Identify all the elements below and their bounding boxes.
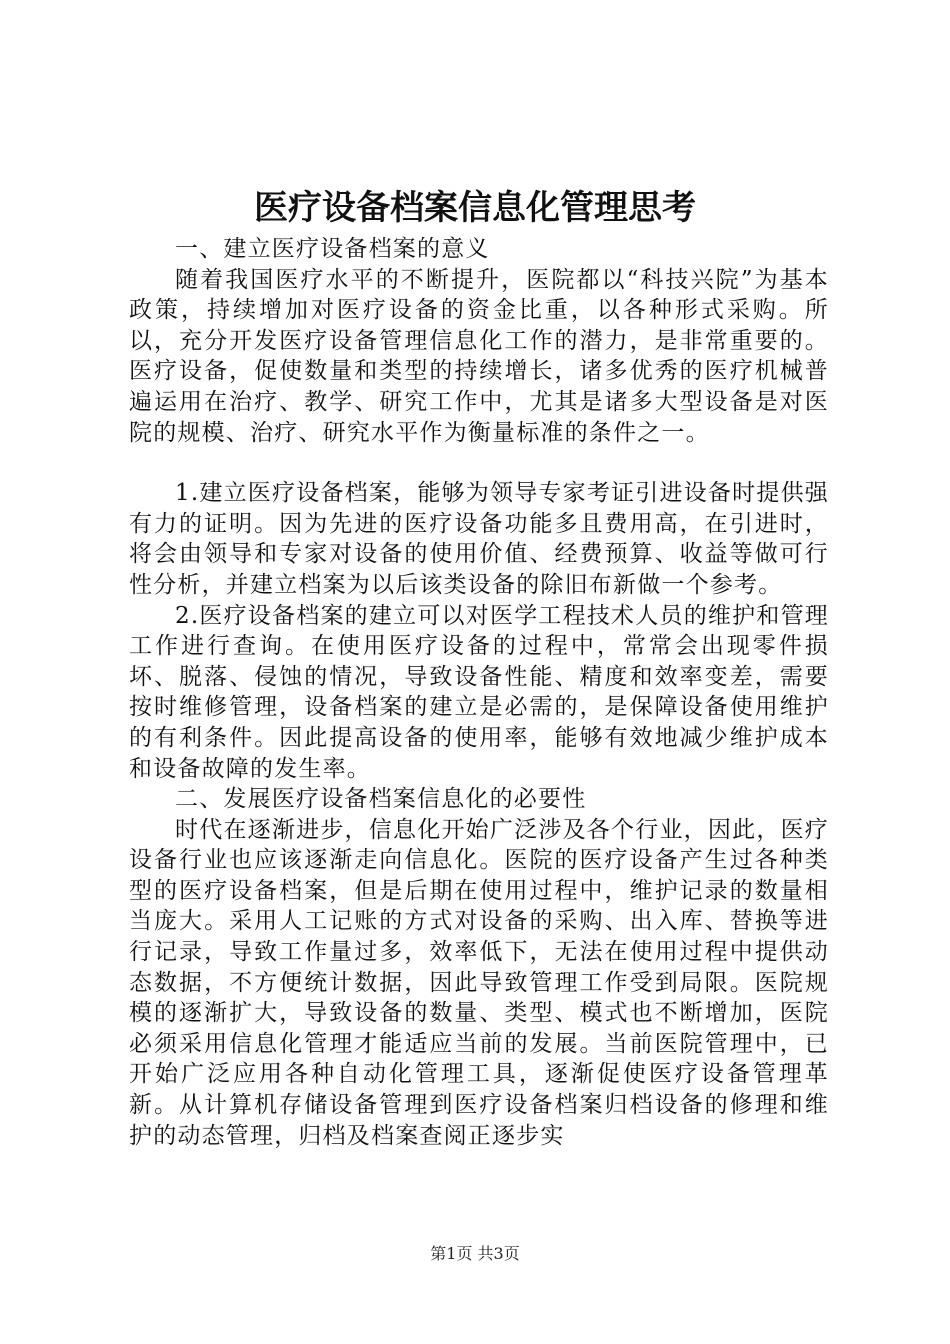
paragraph-significance: 随着我国医疗水平的不断提升，医院都以“科技兴院”为基本政策，持续增加对医疗设备的资金比重，以各种形式采购。所以，充分开发医疗设备管理信息化工作的潜力，是非常重要的。医疗设备，促使数量和类型的持续增长，诸多优秀的医疗机械普遍运用在治疗、教学、研究工作中，尤其是诸多大型设备是对医院的规模、治疗、研究水平作为衡量标准的条件之一。 <box>129 266 829 446</box>
paragraph-point-1: 1.建立医疗设备档案，能够为领导专家考证引进设备时提供强有力的证明。因为先进的医疗设备功能多且费用高，在引进时，将会由领导和专家对设备的使用价值、经费预算、收益等做可行性分析，并建立档案为以后该类设备的除旧布新做一个参考。 <box>129 480 829 598</box>
section-heading-2: 二、发展医疗设备档案信息化的必要性 <box>175 786 587 813</box>
document-body <box>129 234 829 1151</box>
section-heading-1: 一、建立医疗设备档案的意义 <box>175 236 490 262</box>
paragraph-point-2: 2.医疗设备档案的建立可以对医学工程技术人员的维护和管理工作进行查询。在使用医疗设备的过程中，常常会出现零件损坏、脱落、侵蚀的情况，导致设备性能、精度和效率变差，需要按时维修管理，设备档案的建立是必需的，是保障设备使用维护的有利条件。因此提高设备的使用率，能够有效地减少维护成本和设备故障的发生率。 <box>129 602 829 782</box>
page-footer: 第1页 共3页 <box>430 1244 520 1263</box>
paragraph-necessity: 时代在逐渐进步，信息化开始广泛涉及各个行业，因此，医疗设备行业也应该逐渐走向信息化。医院的医疗设备产生过各种类型的医疗设备档案，但是后期在使用过程中，维护记录的数量相当庞大。采用人工记账的方式对设备的采购、出入库、替换等进行记录，导致工作量过多，效率低下，无法在使用过程中提供动态数据，不方便统计数据，因此导致管理工作受到局限。医院规模的逐渐扩大，导致设备的数量、类型、模式也不断增加，医院必须采用信息化管理才能适应当前的发展。当前医院管理中，已开始广泛应用各种自动化管理工具，逐渐促使医疗设备管理革新。从计算机存储设备管理到医疗设备档案归档设备的修理和维护的动态管理，归档及档案查阅正逐步实 <box>129 816 829 1149</box>
paragraph-spacer <box>129 448 829 478</box>
document-title: 医疗设备档案信息化管理思考 <box>254 188 696 228</box>
